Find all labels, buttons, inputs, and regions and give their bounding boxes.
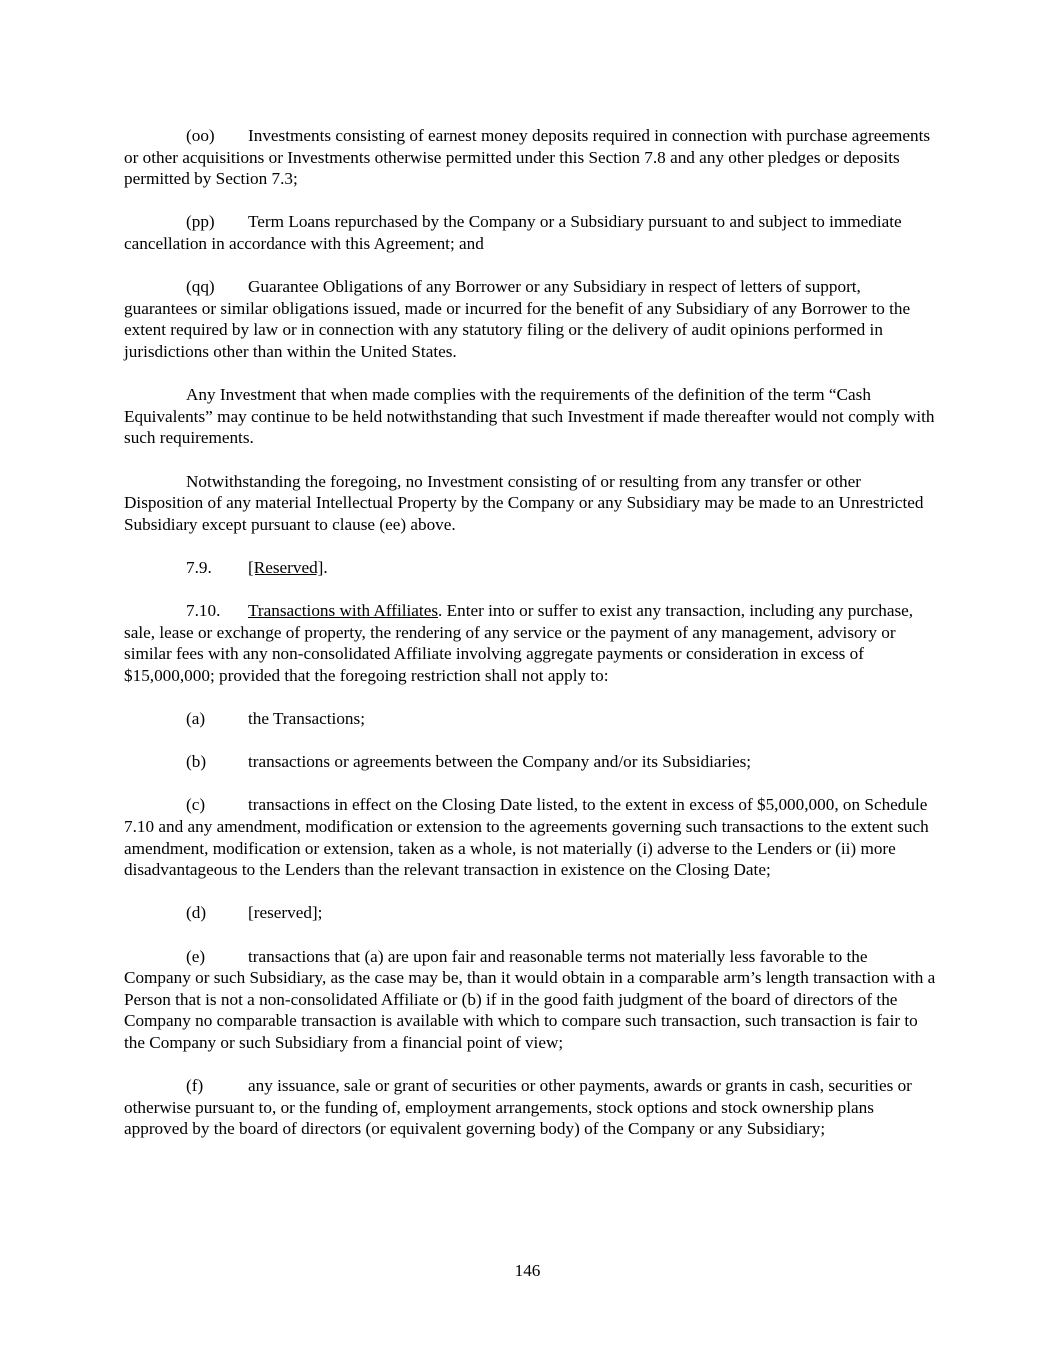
clause-f: [124, 1075, 936, 1140]
section-7-9: [124, 557, 936, 579]
clause-label: (pp): [186, 212, 215, 232]
paragraph-text: Any Investment that when made complies with the requirements of the definition of the term “Cash Equivalents” may continue to be held notwithstanding that such Investment if made thereafter would not comply with such requirements.: [124, 385, 935, 448]
clause-pp: [124, 211, 936, 254]
clause-c: [124, 794, 936, 880]
clause-b: [124, 751, 936, 773]
clause-e: [124, 946, 936, 1054]
cash-equivalents-paragraph: [124, 384, 936, 449]
clause-text: transactions in effect on the Closing Date listed, to the extent in excess of $5,000,000, on Schedule 7.10 and any amendment, modification or extension to the agreements governing such transactions to the extent such amendment, modification or extension, taken as a whole, is not materially (i) adverse to the Lenders or (ii) more disadvantageous to the Lenders than the relevant transaction in existence on the Closing Date;: [124, 795, 929, 880]
clause-label: (a): [186, 709, 206, 729]
section-end: .: [323, 557, 328, 577]
section-7-10: [124, 600, 936, 686]
clause-text: [reserved];: [248, 903, 323, 923]
page-number: 146: [514, 1261, 541, 1280]
clause-text: the Transactions;: [248, 709, 365, 729]
clause-label: (b): [186, 752, 207, 772]
clause-text: any issuance, sale or grant of securities or other payments, awards or grants in cash, securities or otherwise pursuant to, or the funding of, employment arrangements, stock options and stock ownership plans approved by the board of directors (or equivalent governing body) of the Company or any Subsidiary;: [124, 1076, 912, 1139]
clause-oo: [124, 125, 936, 190]
document-page: [124, 125, 936, 1162]
clause-text: Term Loans repurchased by the Company or a Subsidiary pursuant to and subject to immediate cancellation in accordance with this Agreement; and: [124, 212, 902, 253]
clause-label: (c): [186, 795, 206, 815]
section-title: Transactions with Affiliates: [248, 601, 439, 621]
clause-label: (e): [186, 946, 206, 966]
section-number: 7.10.: [186, 601, 221, 621]
section-title: [Reserved]: [248, 557, 324, 577]
clause-text: transactions or agreements between the Company and/or its Subsidiaries;: [248, 752, 752, 772]
clause-label: (f): [186, 1076, 204, 1096]
clause-label: (d): [186, 903, 207, 923]
clause-a: [124, 708, 936, 730]
paragraph-text: Notwithstanding the foregoing, no Investment consisting of or resulting from any transfer or other Disposition of any material Intellectual Property by the Company or any Subsidiary may be made to an Unrestricted Subsidiary except pursuant to clause (ee) above.: [124, 471, 924, 534]
clause-label: (qq): [186, 277, 215, 297]
clause-text: Guarantee Obligations of any Borrower or any Subsidiary in respect of letters of support, guarantees or similar obligations issued, made or incurred for the benefit of any Subsidiary of any Borrower to the extent required by law or in connection with any statutory filing or the delivery of audit opinions performed in jurisdictions other than within the United States.: [124, 277, 911, 361]
clause-qq: [124, 276, 936, 362]
clause-text: Investments consisting of earnest money deposits required in connection with purchase agreements or other acquisitions or Investments otherwise permitted under this Section 7.8 and any other pledges or deposits permitted by Section 7.3;: [124, 126, 931, 189]
section-text: . Enter into or suffer to exist any transaction, including any purchase, sale, lease or exchange of property, the rendering of any service or the payment of any management, advisory or similar fees with any non-consolidated Affiliate involving aggregate payments or consideration in excess of $15,000,000; provided that the foregoing restriction shall not apply to:: [124, 601, 914, 685]
clause-label: (oo): [186, 126, 215, 145]
notwithstanding-paragraph: [124, 471, 936, 536]
clause-d: [124, 902, 936, 924]
clause-text: transactions that (a) are upon fair and reasonable terms not materially less favorable to the Company or such Subsidiary, as the case may be, than it would obtain in a comparable arm’s length transaction with a Person that is not a non-consolidated Affiliate or (b) if in the good faith judgment of the board of directors of the Company no comparable transaction is available with which to compare such transaction, such transaction is fair to the Company or such Subsidiary from a financial point of view;: [124, 946, 936, 1052]
section-number: 7.9.: [186, 557, 212, 577]
